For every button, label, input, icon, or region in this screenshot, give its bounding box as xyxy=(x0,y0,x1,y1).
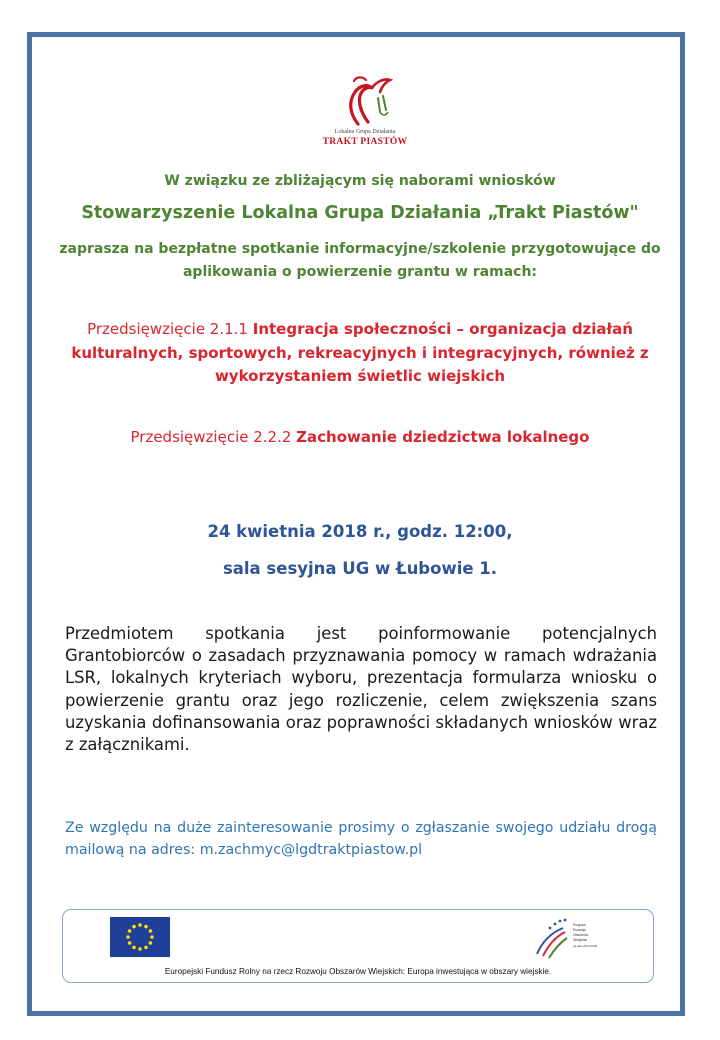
project-title: Integracja społeczności – organizacja działań kulturalnych, sportowych, rekreacyjnych i integracyjnych, również z wykorzystaniem świetlic wiejskich xyxy=(71,320,649,385)
logo-subtitle: Lokalna Grupa Działania xyxy=(334,129,396,135)
prow-label: Rozwoju xyxy=(573,928,587,932)
logo-name: TRAKT PIASTÓW xyxy=(322,137,408,147)
project-prefix: Przedsięwzięcie 2.1.1 xyxy=(87,320,253,338)
prow-label: Obszarów xyxy=(573,933,589,937)
project-2-1-1 xyxy=(40,318,680,389)
registration-note: Ze względu na duże zainteresowanie prosimy o zgłaszanie swojego udziału drogą mailową na adres: m.zachmyc@lgdtraktpiastow.pl xyxy=(65,820,657,858)
event-place: sala sesyjna UG w Łubowie 1. xyxy=(222,559,498,578)
project-2-2-2 xyxy=(40,428,680,446)
prow-label: na lata 2014-2020 xyxy=(573,944,598,948)
project-prefix: Przedsięwzięcie 2.2.2 xyxy=(130,428,297,446)
eagle-icon xyxy=(310,72,420,130)
invitation-text xyxy=(40,238,680,284)
funding-text: Europejski Fundusz Rolny na rzecz Rozwoju Obszarów Wiejskich: Europa inwestująca w obszary wiejskie. xyxy=(164,967,552,976)
prow-label: Program xyxy=(573,923,587,927)
project-title: Zachowanie dziedzictwa lokalnego xyxy=(296,428,590,446)
funding-footer xyxy=(62,909,654,983)
lgd-logo xyxy=(310,72,420,156)
meeting-description: Przedmiotem spotkania jest poinformowanie potencjalnych Grantobiorców o zasadach przyznawania pomocy w ramach wdrażania LSR, lokalnych kryteriach wyboru, prezentacja formularza wniosku o powierzenie grantu oraz jego rozliczenie, celem zwiększenia szans uzyskania dofinansowania oraz poprawności składanych wniosków wraz z załącznikami. xyxy=(65,624,657,755)
prow-logo xyxy=(533,914,601,962)
intro-line: W związku ze zbliżającym się naborami wniosków xyxy=(164,173,556,189)
eu-flag-icon xyxy=(110,917,170,957)
event-datetime: 24 kwietnia 2018 r., godz. 12:00, xyxy=(207,522,513,541)
prow-label: Wiejskich xyxy=(573,938,588,942)
invitation-line: zaprasza na bezpłatne spotkanie informacyjne/szkolenie przygotowujące do aplikowania o powierzenie grantu w ramach: xyxy=(59,241,661,280)
organizer-name: Stowarzyszenie Lokalna Grupa Działania „Trakt Piastów" xyxy=(81,203,639,223)
